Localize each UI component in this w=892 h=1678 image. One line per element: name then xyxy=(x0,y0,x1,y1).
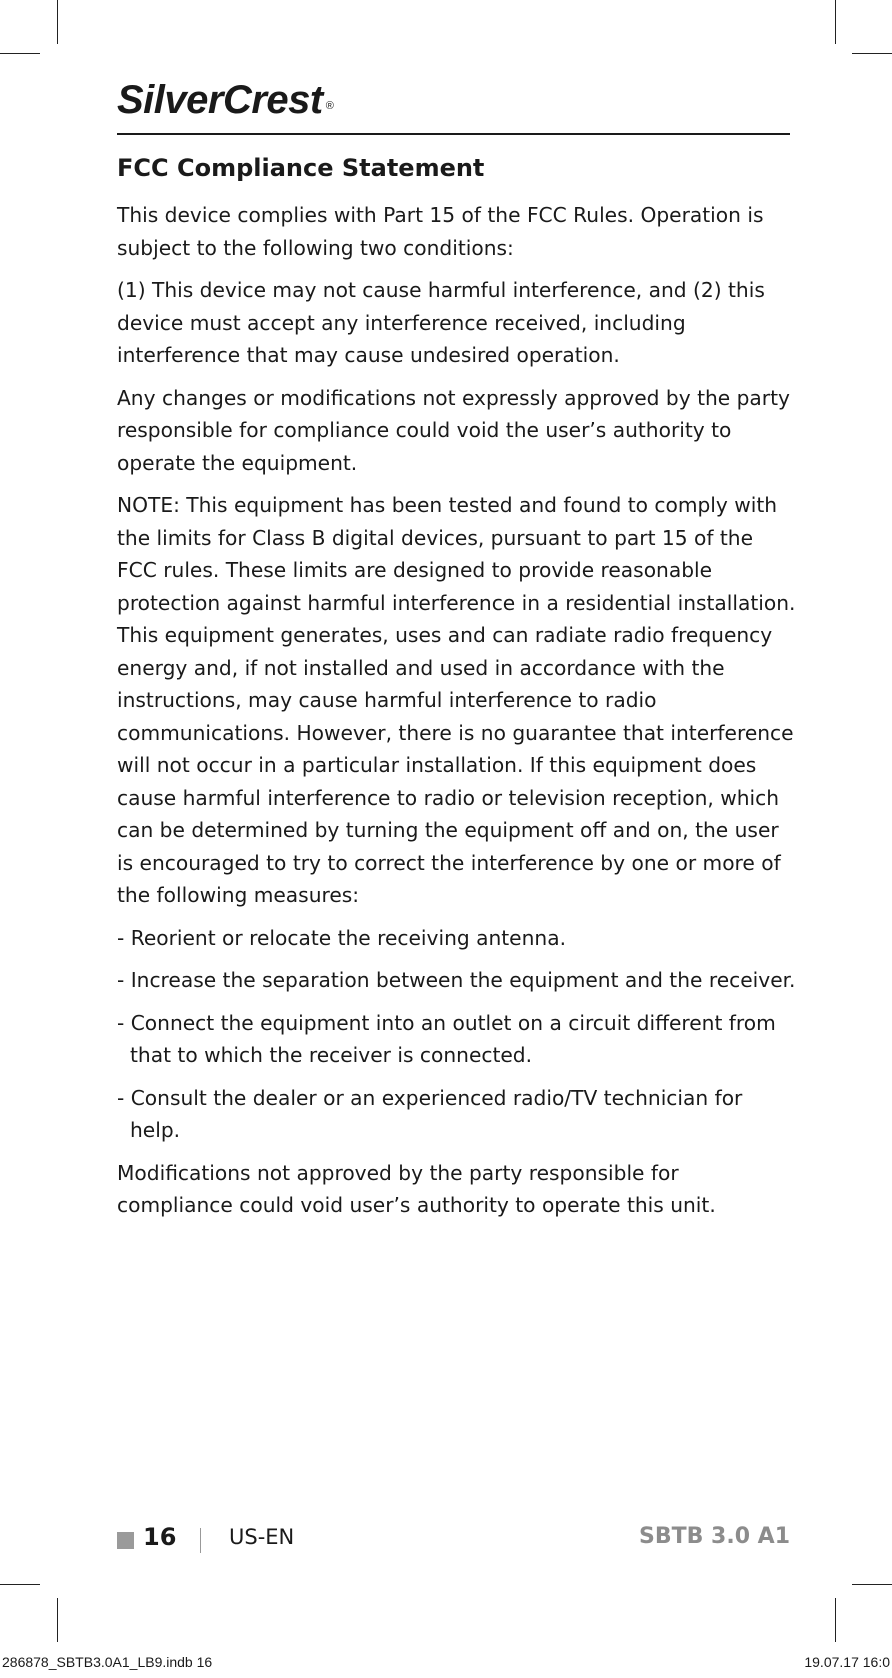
crop-mark-bottom-left-h xyxy=(0,1584,40,1585)
crop-mark-top-right xyxy=(835,0,836,44)
page-footer xyxy=(117,1523,790,1557)
measure-item: - Connect the equipment into an outlet on a circuit different from that to which the receiver is connected. xyxy=(117,1010,776,1067)
model-number: SBTB 3.0 A1 xyxy=(638,1524,790,1549)
brand-name: SilverCrest xyxy=(117,78,323,122)
print-slug-file: 286878_SBTB3.0A1_LB9.indb 16 xyxy=(2,1654,213,1670)
measure-item: - Reorient or relocate the receiving antenna. xyxy=(117,925,566,950)
body-text xyxy=(117,199,797,1232)
paragraph-conditions: This device complies with Part 15 of the FCC Rules. Operation is subject to the following two conditions: xyxy=(117,203,764,260)
paragraph-closing: Modifications not approved by the party responsible for compliance could void user’s authority to operate this unit. xyxy=(117,1160,716,1217)
paragraph-modifications: Any changes or modifications not expressly approved by the party responsible for compliance could void the user’s authority to operate the equipment. xyxy=(117,385,790,475)
paragraph-note: NOTE: This equipment has been tested and found to comply with the limits for Class B digital devices, pursuant to part 15 of the FCC rules. These limits are designed to provide reasonable protection against harmful interference in a residential installation. This equipment generates, uses and can radiate radio frequency energy and, if not installed and used in accordance with the instructions, may cause harmful interference to radio communications. However, there is no guarantee that interference will not occur in a particular installation. If this equipment does cause harmful interference to radio or television reception, which can be determined by turning the equipment off and on, the user is encouraged to try to correct the interference by one or more of the following measures: xyxy=(117,493,796,907)
crop-mark-top-left xyxy=(57,0,58,44)
page-marker-square xyxy=(117,1532,134,1549)
registered-mark: ® xyxy=(325,100,334,112)
footer-divider xyxy=(200,1528,201,1553)
measure-item: - Increase the separation between the equipment and the receiver. xyxy=(117,968,796,992)
crop-mark-top-left-h xyxy=(0,53,40,54)
measure-item: - Consult the dealer or an experienced radio/TV technician for help. xyxy=(117,1085,743,1142)
print-slug-date: 19.07.17 16:0 xyxy=(804,1654,890,1670)
crop-mark-bottom-left xyxy=(57,1598,58,1642)
crop-mark-top-right-h xyxy=(852,53,892,54)
language-code: US-EN xyxy=(229,1525,295,1549)
section-heading: FCC Compliance Statement xyxy=(117,154,485,182)
paragraph-interference: (1) This device may not cause harmful interference, and (2) this device must accept any interference received, including interference that may cause undesired operation. xyxy=(117,278,765,367)
crop-mark-bottom-right-h xyxy=(852,1584,892,1585)
brand-logo xyxy=(117,78,333,123)
page-number: 16 xyxy=(143,1523,177,1551)
header-rule xyxy=(117,133,790,135)
crop-mark-bottom-right xyxy=(835,1598,836,1642)
